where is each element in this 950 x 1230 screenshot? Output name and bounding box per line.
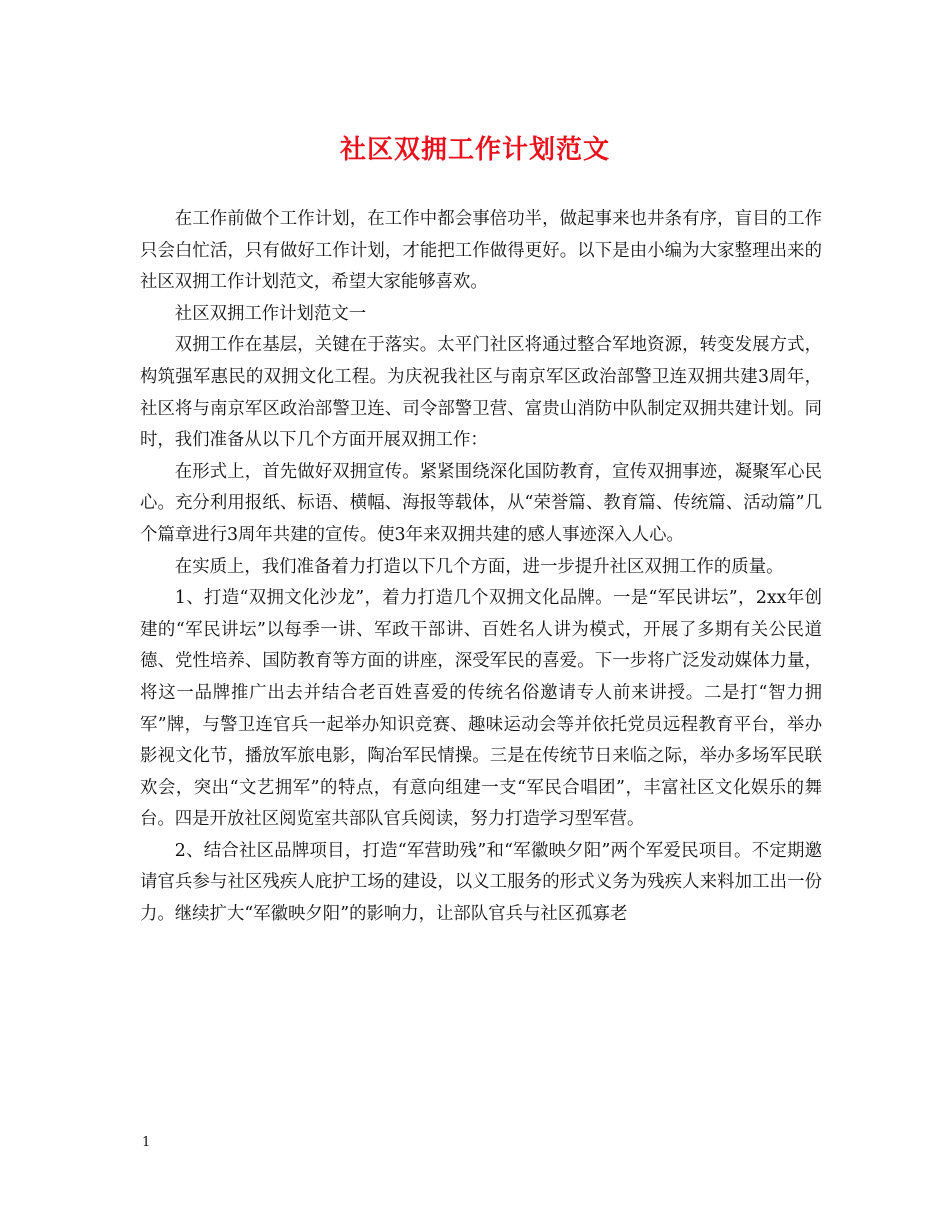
paragraph-intro: 在工作前做个工作计划，在工作中都会事倍功半，做起事来也井条有序，盲目的工作只会白忙活，只有做好工作计划，才能把工作做得更好。以下是由小编为大家整理出来的社区双拥工作计划范文，希望大家能够喜欢。 <box>140 209 822 293</box>
document-body <box>140 204 822 931</box>
paragraph-item-2: 2、结合社区品牌项目，打造“军营助残”和“军徽映夕阳”两个军爱民项目。不定期邀请官兵参与社区残疾人庇护工场的建设，以义工服务的形式义务为残疾人来料加工出一份力。继续扩大“军徽映夕阳”的影响力，让部队官兵与社区孤寡老 <box>140 840 822 925</box>
paragraph-form: 在形式上，首先做好双拥宣传。紧紧围绕深化国防教育，宣传双拥事迹，凝聚军心民心。充分利用报纸、标语、横幅、海报等载体，从“荣誉篇、教育篇、传统篇、活动篇”几个篇章进行3周年共建的宣传。使3年来双拥共建的感人事迹深入人心。 <box>140 461 822 545</box>
document-title: 社区双拥工作计划范文 <box>339 135 610 165</box>
paragraph-substance: 在实质上，我们准备着力打造以下几个方面，进一步提升社区双拥工作的质量。 <box>174 556 784 577</box>
paragraph-overview: 双拥工作在基层，关键在于落实。太平门社区将通过整合军地资源，转变发展方式，构筑强军惠民的双拥文化工程。为庆祝我社区与南京军区政治部警卫连双拥共建3周年，社区将与南京军区政治部警卫连、司令部警卫营、富贵山消防中队制定双拥共建计划。同时，我们准备从以下几个方面开展双拥工作： <box>140 335 822 451</box>
paragraph-section-heading: 社区双拥工作计划范文一 <box>174 303 367 324</box>
paragraph-item-1: 1、打造“双拥文化沙龙”，着力打造几个双拥文化品牌。一是“军民讲坛”，2xx年创建的“军民讲坛”以每季一讲、军政干部讲、百姓名人讲为模式，开展了多期有关公民道德、党性培养、国防教育等方面的讲座，深受军民的喜爱。下一步将广泛发动媒体力量，将这一品牌推广出去并结合老百姓喜爱的传统名俗邀请专人前来讲授。二是打“智力拥军”牌，与警卫连官兵一起举办知识竞赛、趣味运动会等并依托党员远程教育平台，举办影视文化节，播放军旅电影，陶冶军民情操。三是在传统节日来临之际，举办多场军民联欢会，突出“文艺拥军”的特点，有意向组建一支“军民合唱团”，丰富社区文化娱乐的舞台。四是开放社区阅览室共部队官兵阅读，努力打造学习型军营。 <box>140 588 822 830</box>
page-number: 1 <box>142 1135 151 1150</box>
